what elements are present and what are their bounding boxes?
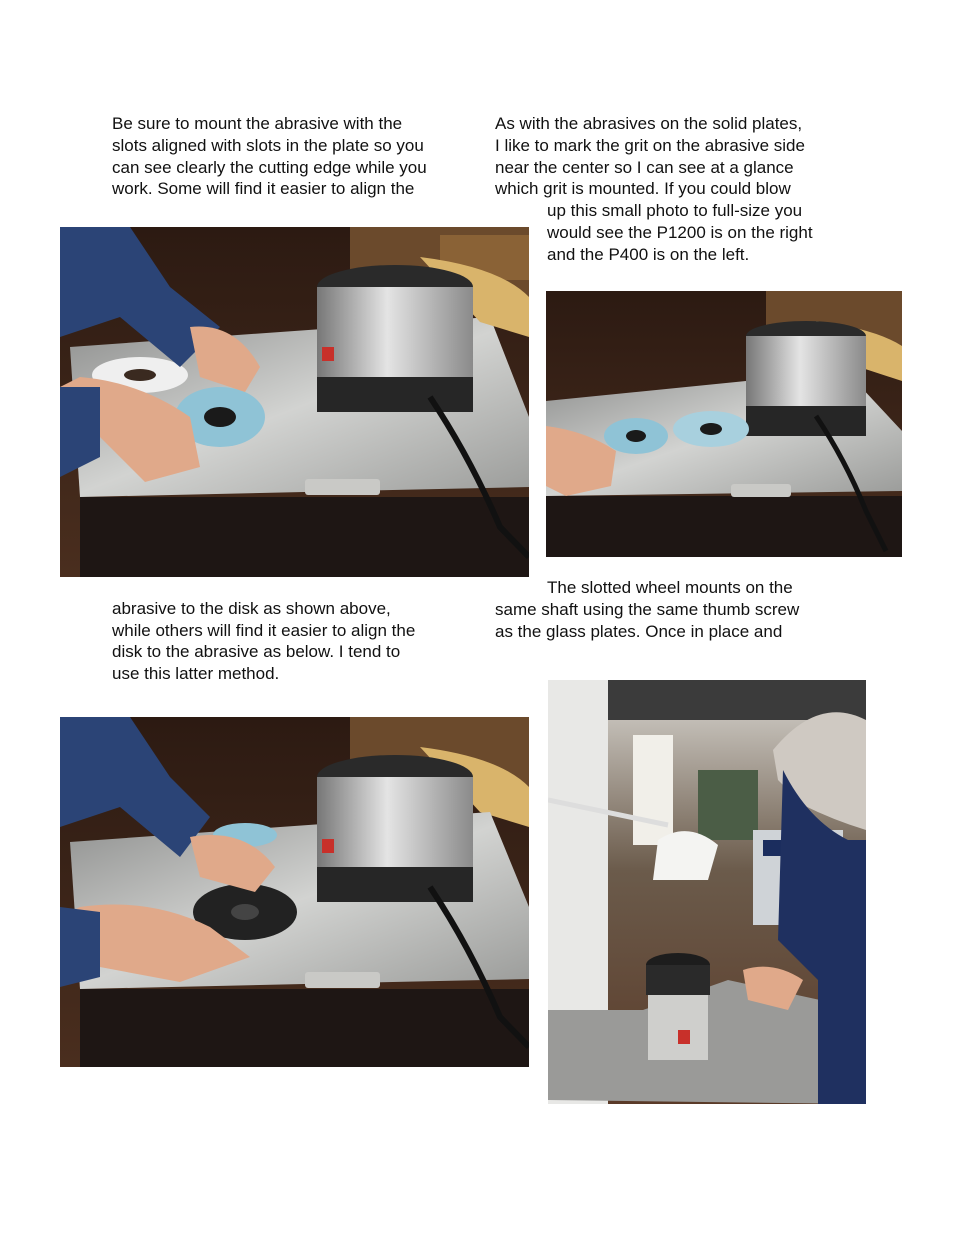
text-line: as the glass plates. Once in place and xyxy=(495,622,783,641)
text-line: would see the P1200 is on the right xyxy=(547,223,813,242)
text-line: near the center so I can see at a glance xyxy=(495,158,794,177)
text-line: slots aligned with slots in the plate so you xyxy=(112,136,424,155)
text-line: up this small photo to full-size you xyxy=(547,201,803,220)
text-line: abrasive to the disk as shown above, xyxy=(112,599,391,618)
photo-marking-grit xyxy=(546,291,902,557)
photo-align-abrasive-to-disk xyxy=(60,227,529,577)
text-line: while others will find it easier to align the xyxy=(112,621,416,640)
text-line: which grit is mounted. If you could blow xyxy=(495,179,791,198)
text-line: same shaft using the same thumb screw xyxy=(495,600,800,619)
photo-align-disk-to-abrasive xyxy=(60,717,529,1067)
text-line: I like to mark the grit on the abrasive side xyxy=(495,136,805,155)
photo-slotted-wheel-mounted xyxy=(548,680,866,1104)
text-line: The slotted wheel mounts on the xyxy=(547,578,793,597)
text-line: work. Some will find it easier to align the xyxy=(112,179,415,198)
text-line: As with the abrasives on the solid plates, xyxy=(495,114,803,133)
text-line: and the P400 is on the left. xyxy=(547,245,750,264)
text-line: can see clearly the cutting edge while you xyxy=(112,158,427,177)
text-line: disk to the abrasive as below. I tend to xyxy=(112,642,401,661)
text-line: use this latter method. xyxy=(112,664,280,683)
text-line: Be sure to mount the abrasive with the xyxy=(112,114,403,133)
